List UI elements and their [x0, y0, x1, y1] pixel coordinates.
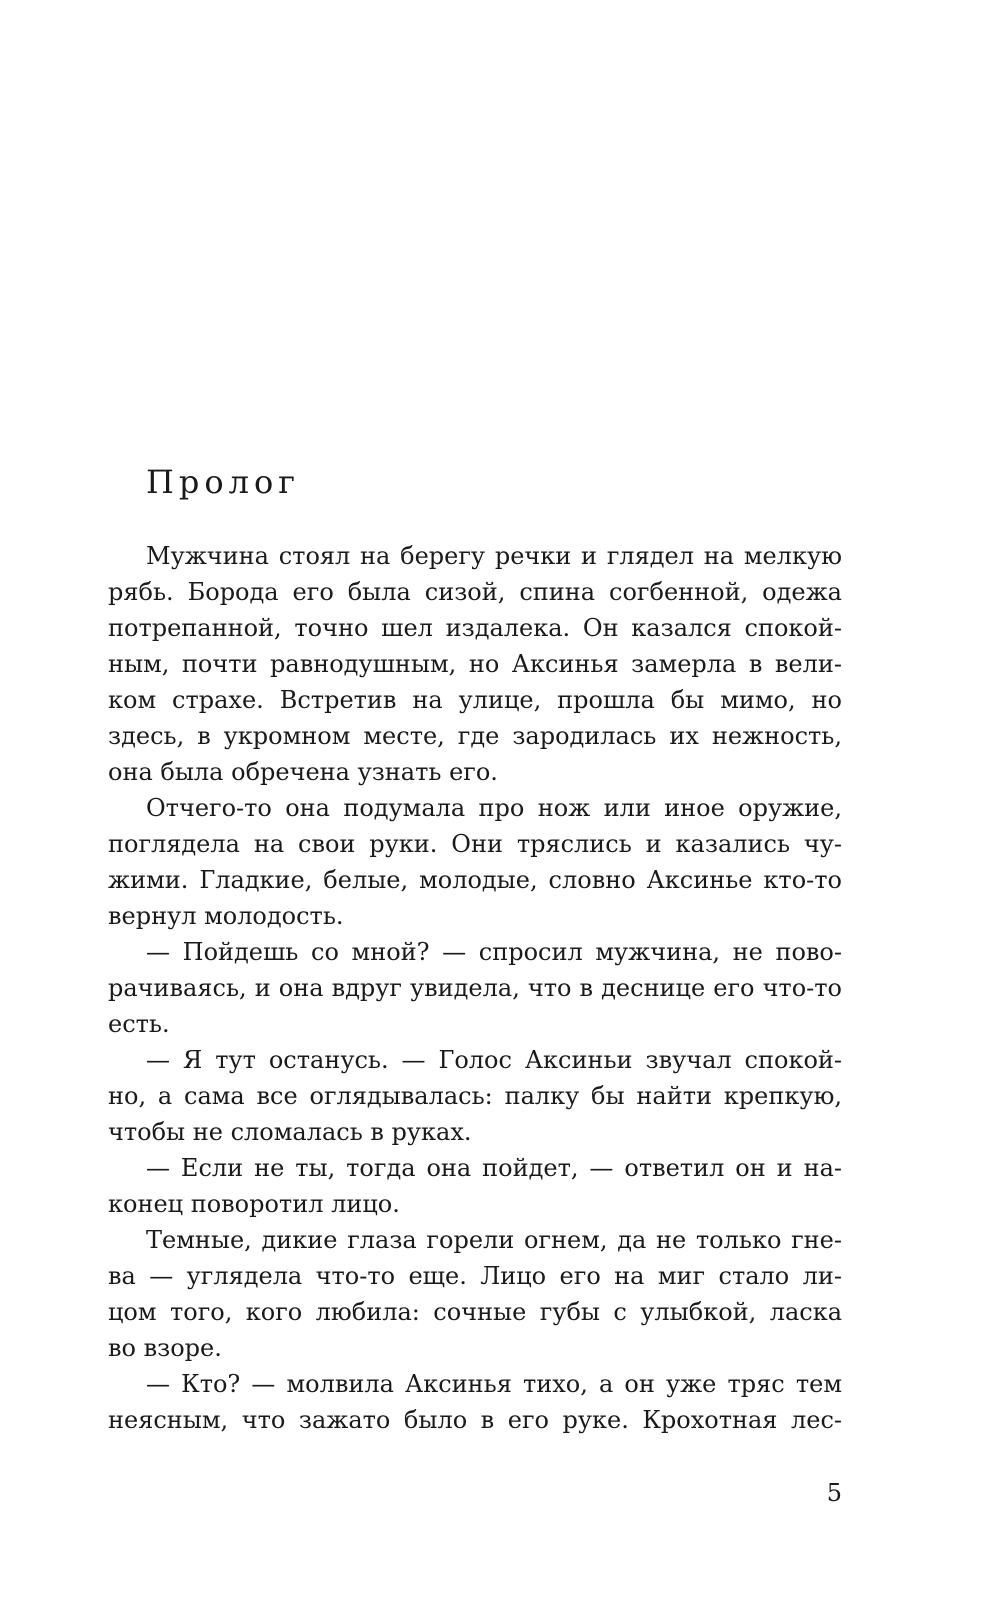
text-line: — Кто? — молвила Аксинья тихо, а он уже тряс тем: [146, 1370, 842, 1398]
text-line: во взоре.: [108, 1334, 222, 1362]
text-line: Темные, дикие глаза горели огнем, да не только гне-: [146, 1226, 842, 1254]
text-line: цом того, кого любила: сочные губы с улыбкой, ласка: [108, 1298, 842, 1326]
text-line: — Я тут останусь. — Голос Аксиньи звучал спокой-: [146, 1046, 842, 1074]
text-line: но, а сама все оглядывалась: палку бы найти крепкую,: [108, 1082, 842, 1110]
chapter-title: Пролог: [146, 463, 301, 501]
text-line: ва — углядела что-то еще. Лицо его на миг стало ли-: [108, 1262, 842, 1290]
text-line: конец поворотил лицо.: [108, 1190, 400, 1218]
text-line: — Если не ты, тогда она пойдет, — ответил он и на-: [146, 1154, 842, 1182]
text-line: рачиваясь, и она вдруг увидела, что в деснице его что-то: [108, 974, 842, 1002]
text-line: чтобы не сломалась в руках.: [108, 1118, 472, 1146]
text-line: — Пойдешь со мной? — спросил мужчина, не пово-: [146, 938, 842, 966]
text-line: есть.: [108, 1010, 170, 1038]
text-line: потрепанной, точно шел издалека. Он казался спокой-: [108, 614, 842, 642]
text-line: поглядела на свои руки. Они тряслись и казались чу-: [108, 830, 842, 858]
text-line: рябь. Борода его была сизой, спина согбенной, одежа: [108, 578, 842, 606]
text-line: неясным, что зажато было в его руке. Крохотная лес-: [108, 1406, 842, 1434]
text-line: Мужчина стоял на берегу речки и глядел на мелкую: [146, 542, 842, 570]
page-number: 5: [826, 1479, 842, 1507]
text-line: она была обречена узнать его.: [108, 758, 498, 786]
text-line: вернул молодость.: [108, 902, 344, 930]
text-line: Отчего-то она подумала про нож или иное оружие,: [146, 794, 842, 822]
body-text: [108, 538, 842, 1438]
text-line: здесь, в укромном месте, где зародилась их нежность,: [108, 722, 842, 750]
text-line: ным, почти равнодушным, но Аксинья замерла в вели-: [108, 650, 842, 678]
text-line: ком страхе. Встретив на улице, прошла бы мимо, но: [108, 686, 842, 714]
text-line: жими. Гладкие, белые, молодые, словно Аксинье кто-то: [108, 866, 842, 894]
